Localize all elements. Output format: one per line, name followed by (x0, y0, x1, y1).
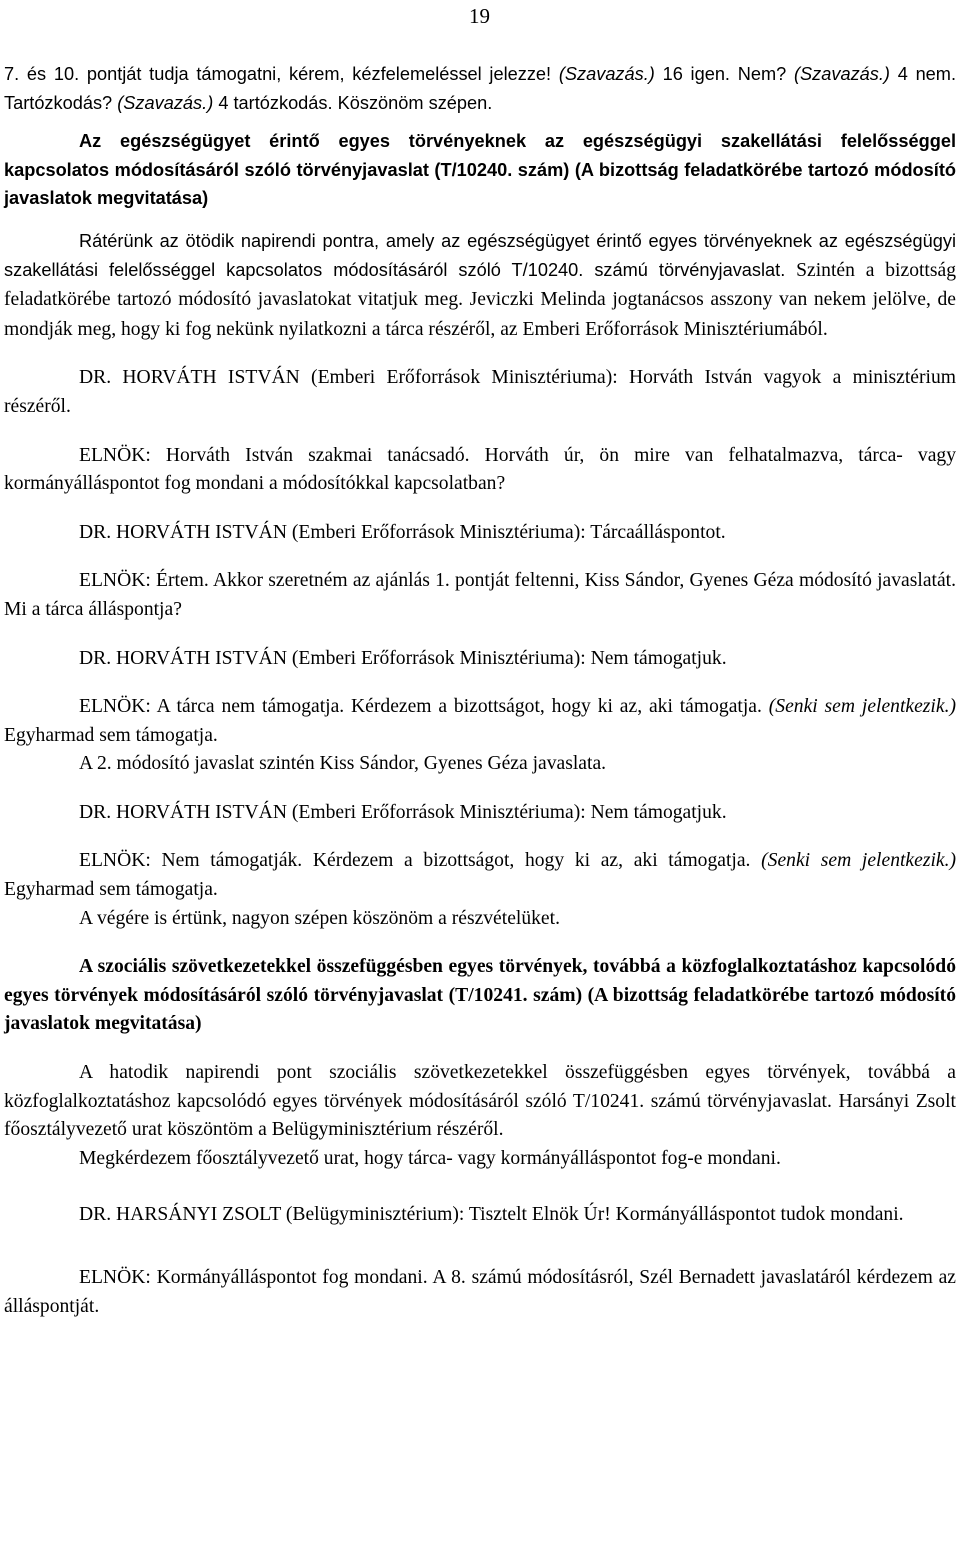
text-span: ELNÖK: A tárca nem támogatja. Kérdezem a bizottságot, hogy ki az, aki támogatja. (79, 696, 769, 718)
page-number: 19 (469, 4, 490, 28)
text-span: Szintén a bizottság feladatkörébe tartozó módosító javaslatokat vitatjuk meg. Jeviczki Melinda jogtanácsos asszony van nekem jelölve, de mondják meg, hogy ki fog nekünk nyilatkozni a tárca részéről, az Emberi Erőforrások Minisztériumából. (4, 259, 956, 340)
text-span: Rátérünk az ötödik napirendi pontra, amely az egészségügyet érintő egyes törvényeknek az egészségügyi szakellátási felelősséggel kapcsolatos módosításáról szóló T/10240. számú törvényjavaslat. (4, 230, 956, 280)
speaker-paragraph (4, 693, 956, 750)
text-span: 4 tartózkodás. Köszönöm szépen. (213, 92, 493, 113)
paragraph (4, 227, 956, 344)
speaker-paragraph: ELNÖK: Kormányálláspontot fog mondani. A 8. számú módosításról, Szél Bernadett javaslatáról kérdezem az álláspontját. (4, 1267, 956, 1317)
agenda-heading: A szociális szövetkezetekkel összefüggésben egyes törvények, továbbá a közfoglalkoztatáshoz kapcsolódó egyes törvények módosításáról szóló törvényjavaslat (T/10241. szám) (A bizottság feladatkörébe tartozó módosító javaslatok megvitatása) (4, 956, 956, 1035)
speaker-paragraph: DR. HARSÁNYI ZSOLT (Belügyminisztérium): Tisztelt Elnök Úr! Kormányálláspontot tudok mondani. (79, 1204, 904, 1226)
paragraph: A 2. módosító javaslat szintén Kiss Sándor, Gyenes Géza javaslata. (79, 753, 607, 775)
text-span: 16 igen. Nem? (654, 64, 794, 84)
vote-note: (Szavazás.) (793, 64, 890, 84)
speaker-paragraph: DR. HORVÁTH ISTVÁN (Emberi Erőforrások Minisztériuma): Nem támogatjuk. (79, 801, 727, 823)
text-span: 4 nem. Tartózkodás? (4, 64, 957, 113)
paragraph: Megkérdezem főosztályvezető urat, hogy tárca- vagy kormányálláspontot fog-e mondani. (79, 1147, 781, 1169)
vote-note: (Szavazás.) (558, 64, 655, 84)
stage-note: (Senki sem jelentkezik.) (761, 850, 957, 872)
text-span: ELNÖK: Nem támogatják. Kérdezem a bizottságot, hogy ki az, aki támogatja. (79, 850, 762, 872)
vote-note: (Szavazás.) (117, 92, 214, 113)
speaker-paragraph: ELNÖK: Értem. Akkor szeretném az ajánlás 1. pontját feltenni, Kiss Sándor, Gyenes Géza módosító javaslatát. Mi a tárca álláspontja? (4, 570, 956, 620)
paragraph: A végére is értünk, nagyon szépen köszönöm a részvételüket. (79, 907, 560, 929)
speaker-paragraph: DR. HORVÁTH ISTVÁN (Emberi Erőforrások Minisztériuma): Tárcaálláspontot. (79, 521, 726, 543)
document-body (4, 60, 956, 1321)
speaker-paragraph (4, 847, 956, 904)
speaker-paragraph: ELNÖK: Horváth István szakmai tanácsadó. Horváth úr, ön mire van felhatalmazva, tárca- vagy kormányálláspontot fog mondani a módosítókkal kapcsolatban? (4, 444, 956, 495)
speaker-paragraph: DR. HORVÁTH ISTVÁN (Emberi Erőforrások Minisztériuma): Nem támogatjuk. (79, 647, 727, 669)
agenda-heading: Az egészségügyet érintő egyes törvényeknek az egészségügyi szakellátási felelősséggel kapcsolatos módosításáról szóló törvényjavaslat (T/10240. szám) (A bizottság feladatkörébe tartozó módosító javaslatok megvitatása) (4, 131, 956, 209)
vote-paragraph (4, 60, 956, 117)
text-span: Egyharmad sem támogatja. (4, 879, 218, 901)
text-span: Egyharmad sem támogatja. (4, 724, 218, 746)
speaker-paragraph: DR. HORVÁTH ISTVÁN (Emberi Erőforrások Minisztériuma): Horváth István vagyok a minisztérium részéről. (4, 367, 956, 417)
text-span: 7. és 10. pontját tudja támogatni, kérem, kézfelemeléssel jelezze! (4, 64, 559, 84)
paragraph: A hatodik napirendi pont szociális szövetkezetekkel összefüggésben egyes törvények, továbbá a közfoglalkoztatáshoz kapcsolódó egyes törvények módosításáról szóló T/10241. számú törvényjavaslat. Harsányi Zsolt főosztályvezető urat köszöntöm a Belügyminisztérium részéről. (4, 1062, 956, 1141)
stage-note: (Senki sem jelentkezik.) (768, 696, 956, 718)
